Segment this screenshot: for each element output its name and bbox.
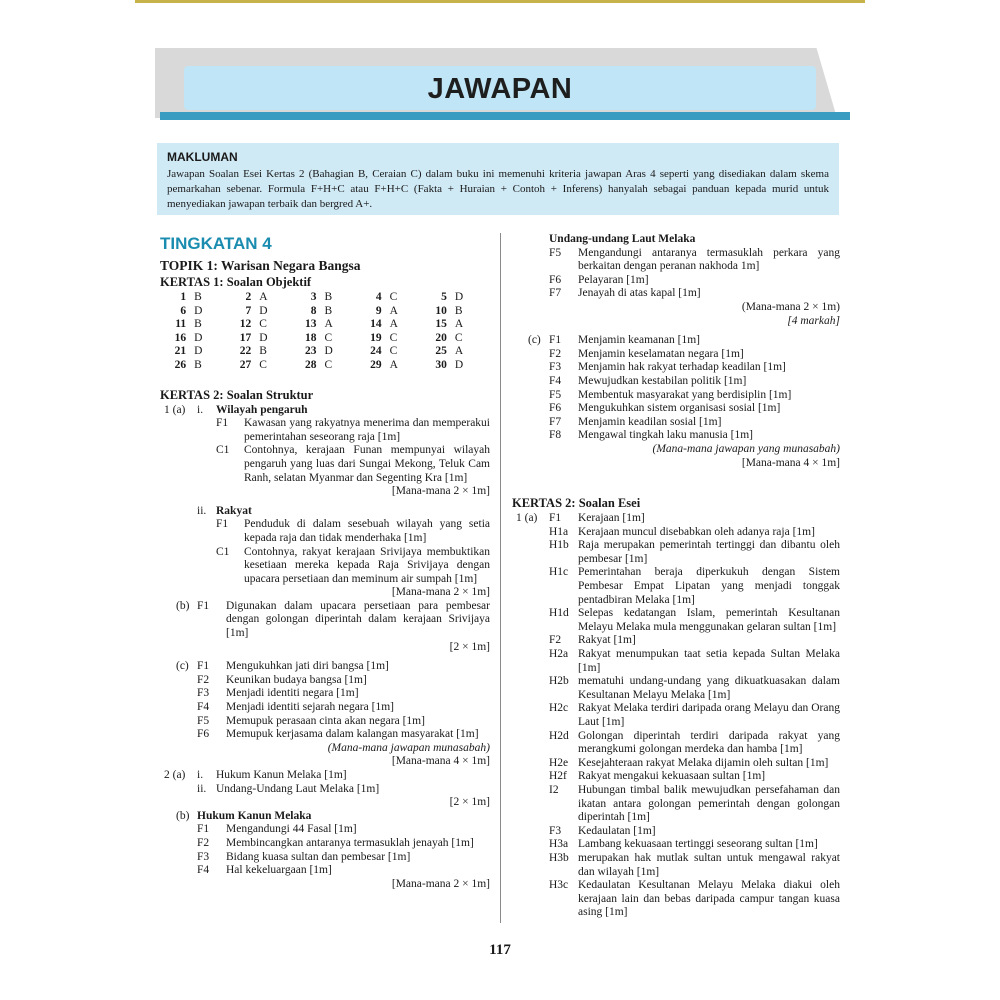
- answer-text: Golongan diperintah terdiri daripada rakyat yang merangkumi golongan merdeka dan hamba [1m]: [578, 729, 840, 756]
- answer-item: [512, 274, 840, 288]
- sub-title: Hukum Kanun Melaka: [197, 809, 312, 822]
- answer-text: Mengandungi 44 Fasal [1m]: [226, 823, 357, 836]
- answer-code: F8: [549, 429, 562, 442]
- answer-code: F4: [197, 701, 210, 714]
- answer-code: H2b: [549, 675, 569, 688]
- question-number: 2: [245, 291, 252, 303]
- answer-letter: B: [194, 291, 202, 303]
- answer-item: [512, 361, 840, 375]
- answer-item: [512, 526, 840, 540]
- q1a-ii-heading: [160, 505, 490, 519]
- sub-label: ii.: [197, 504, 207, 517]
- answer-letter: C: [259, 318, 267, 331]
- answer-letter: D: [194, 304, 203, 317]
- q2b-heading: [160, 810, 490, 824]
- question-number: 16: [174, 331, 187, 344]
- answer-letter: B: [324, 291, 333, 303]
- answer-item: [512, 784, 840, 825]
- answer-code: F2: [197, 836, 210, 849]
- answer-text: Digunakan dalam upacara persetiaan para pembesar dengan golongan diperintah dalam kerajaan Srivijaya [1m]: [226, 599, 490, 640]
- answer-text: Hal kekeluargaan [1m]: [226, 864, 332, 877]
- sub-title: Undang-undang Laut Melaka: [549, 233, 696, 245]
- answer-text: Kerajaan muncul disebabkan oleh adanya raja [1m]: [578, 525, 815, 538]
- answer-item: [512, 879, 840, 920]
- mark-note: [Mana-mana 4 × 1m]: [741, 456, 840, 469]
- answer-item: [512, 348, 840, 362]
- q-number: (c): [176, 660, 189, 673]
- objective-row: [160, 332, 486, 346]
- question-number: 7: [245, 304, 252, 317]
- question-number: 5: [441, 291, 447, 303]
- question-number: 12: [239, 318, 252, 331]
- answer-code: F5: [197, 714, 210, 727]
- question-number: 1: [180, 291, 187, 303]
- answer-text: Menjadi identiti sejarah negara [1m]: [226, 701, 394, 714]
- answer-text: Penduduk di dalam sesebuah wilayah yang setia kepada raja dan tidak menderhaka [1m]: [244, 518, 490, 544]
- answer-text: Membincangkan antaranya termasuklah jenayah [1m]: [226, 836, 474, 849]
- answer-item: [160, 546, 490, 587]
- info-box: [157, 143, 839, 215]
- answer-text: Rakyat menumpukan taat setia kepada Sultan Melaka [1m]: [578, 648, 840, 674]
- top-rule: [135, 0, 865, 3]
- answer-letter: D: [259, 331, 268, 344]
- answer-item: [160, 728, 490, 742]
- answer-code: H3c: [549, 879, 569, 892]
- q-number: (b): [176, 809, 190, 822]
- answer-item: [160, 444, 490, 485]
- answer-code: F5: [549, 388, 562, 401]
- q2a-i: [160, 769, 490, 783]
- question-number: 15: [435, 318, 447, 331]
- answer-text: Menjamin keselamatan negara [1m]: [578, 347, 744, 360]
- answer-text: Menjamin keamanan [1m]: [578, 334, 700, 347]
- answer-code: H2e: [549, 756, 569, 769]
- answer-item: [160, 851, 490, 865]
- paper1-heading: KERTAS 1: Soalan Objektif: [160, 275, 312, 289]
- answer-item: [512, 566, 840, 607]
- answer-letter: B: [324, 304, 333, 317]
- question-number: 27: [239, 358, 252, 371]
- answer-code: F4: [197, 864, 210, 877]
- question-number: 23: [304, 345, 317, 358]
- answer-text: Bidang kuasa sultan dan pembesar [1m]: [226, 850, 411, 863]
- answer-code: F1: [197, 823, 210, 836]
- question-number: 21: [174, 345, 187, 358]
- answer-letter: C: [389, 345, 398, 358]
- question-number: 29: [370, 358, 382, 371]
- answer-item: [512, 416, 840, 430]
- answer-item: [160, 518, 490, 545]
- question-number: 10: [435, 304, 447, 317]
- answer-code: F7: [549, 415, 562, 428]
- answer-text: Mengukuhkan sistem organisasi sosial [1m]: [578, 402, 781, 415]
- answer-item: [512, 247, 840, 274]
- page-title: JAWAPAN: [427, 73, 573, 105]
- answer-code: F1: [216, 417, 229, 430]
- answer-text: merupakan hak mutlak sultan untuk mengawal rakyat dan wilayah [1m]: [578, 851, 840, 878]
- objective-row: [160, 291, 486, 305]
- info-heading: MAKLUMAN: [167, 150, 238, 164]
- answer-letter: A: [389, 304, 398, 317]
- answer-code: H2f: [549, 770, 567, 783]
- answer-code: H1c: [549, 566, 569, 579]
- question-number: 19: [370, 331, 382, 344]
- mark-note: [Mana-mana 2 × 1m]: [391, 586, 490, 599]
- answer-code: H1d: [549, 607, 569, 620]
- sub-title: Rakyat: [216, 504, 252, 517]
- objective-row: [160, 305, 486, 319]
- objective-row: [160, 359, 486, 373]
- answer-text: Menjamin hak rakyat terhadap keadilan [1m]: [578, 361, 786, 374]
- answer-code: F4: [549, 374, 562, 387]
- answer-letter: A: [389, 318, 398, 331]
- answer-text: Hubungan timbal balik mewujudkan persefahaman dan ikatan antara golongan pemerintah dengan golongan diperintah [1m]: [578, 783, 840, 824]
- answer-text: Lambang kekuasaan tertinggi seseorang sultan [1m]: [578, 838, 818, 851]
- answer-letter: D: [194, 331, 203, 344]
- answer-letter: C: [324, 358, 333, 371]
- answer-code: F2: [549, 347, 562, 360]
- answer-text: Memupuk perasaan cinta akan negara [1m]: [226, 714, 425, 727]
- answer-letter: C: [389, 331, 398, 344]
- answer-text: Mengandungi antaranya termasuklah perkara yang berkaitan dengan peranan nakhoda 1m]: [578, 246, 840, 273]
- answer-text: Hukum Kanun Melaka [1m]: [216, 769, 347, 781]
- question-number: 9: [375, 304, 382, 317]
- answer-text: Raja merupakan pemerintah tertinggi dan dibantu oleh pembesar [1m]: [578, 539, 840, 565]
- answer-text: Contohnya, kerajaan Funan mempunyai wilayah pengaruh yang luas dari Sungai Mekong, Teluk Cam Ranh, selatan Myanmar dan Segenting Kra [1m]: [244, 444, 490, 484]
- answer-code: F6: [197, 728, 210, 741]
- q1a-i-heading: [160, 404, 490, 418]
- answer-text: Selepas kedatangan Islam, pemerintah Kesultanan Melayu Melaka mula menggunakan gelaran sultan [1m]: [578, 607, 840, 633]
- sub-label: i.: [197, 769, 204, 781]
- mark-note: [Mana-mana 4 × 1m]: [391, 755, 490, 768]
- sub-label: ii.: [197, 782, 207, 795]
- answer-item: [160, 600, 490, 641]
- answer-text: Menjadi identiti negara [1m]: [226, 687, 359, 700]
- paper2-structure-heading: KERTAS 2: Soalan Struktur: [160, 387, 314, 402]
- answer-code: H3b: [549, 851, 569, 864]
- mark-note: [Mana-mana 2 × 1m]: [391, 485, 490, 498]
- answer-letter: D: [194, 345, 203, 358]
- question-number: 6: [180, 304, 187, 317]
- answer-text: Pemerintahan beraja diperkukuh dengan Sistem Pembesar Empat Lipatan yang menjadi tonggak pentadbiran Melaka [1m]: [578, 566, 840, 606]
- answer-item: [160, 701, 490, 715]
- answer-letter: D: [259, 304, 268, 317]
- answer-text: Kedaulatan Kesultanan Melayu Melaka diakui oleh kerajaan lain dan bebas daripada campur tangan kuasa asing [1m]: [578, 879, 840, 919]
- answer-text: mematuhi undang-undang yang dikuatkuasakan dalam Kesultanan Melayu Melaka [1m]: [578, 675, 840, 701]
- answer-letter: A: [324, 318, 333, 331]
- paper2-essay-heading: KERTAS 2: Soalan Esei: [512, 496, 641, 511]
- answer-item: [512, 334, 840, 348]
- answer-item: [512, 852, 840, 879]
- answer-text: Mengawal tingkah laku manusia [1m]: [578, 429, 754, 442]
- question-number: 3: [310, 291, 317, 303]
- answer-text: Kedaulatan [1m]: [578, 824, 656, 837]
- answer-letter: A: [454, 318, 464, 331]
- answer-item: [160, 864, 490, 878]
- answer-code: H3a: [549, 838, 569, 851]
- page-number: 117: [489, 942, 511, 958]
- answer-text: Contohnya, rakyat kerajaan Srivijaya membuktikan kesetiaan mereka kepada Raja Srivijaya dengan upacara persetiaan dan meminum air sumpah [1m]: [244, 545, 490, 585]
- answer-letter: C: [259, 358, 267, 371]
- note-text: (Mana-mana jawapan munasabah): [327, 741, 490, 754]
- essay-list: [512, 512, 840, 920]
- info-text: Jawapan Soalan Esei Kertas 2 (Bahagian B, Ceraian C) dalam buku ini memenuhi kriteria jawapan Aras 4 seperti yang disediakan dalam skema pemarkahan sebenar. Formula F+H+C atau F+H+C (Fakta + Huraian + Contoh + Inferens) hanyalah sebagai panduan kepada murid untuk menyediakan jawapan terbaik dan bergred A+.: [167, 168, 829, 210]
- objective-answers-table: [160, 291, 486, 373]
- answer-item: [512, 634, 840, 648]
- right-column: [512, 233, 840, 920]
- answer-letter: A: [259, 291, 268, 303]
- total-mark: [4 markah]: [787, 314, 840, 327]
- question-number: 20: [435, 331, 447, 344]
- question-number: 30: [435, 358, 447, 371]
- question-number: 22: [239, 345, 252, 358]
- answer-text: Menjamin keadilan sosial [1m]: [578, 415, 722, 428]
- q-number: (c): [528, 334, 541, 347]
- answer-item: [512, 838, 840, 852]
- question-number: 25: [435, 345, 447, 358]
- answer-text: Pelayaran [1m]: [578, 273, 649, 286]
- question-number: 13: [304, 318, 317, 331]
- answer-code: F1: [216, 518, 229, 531]
- answer-text: Memupuk kerjasama dalam kalangan masyarakat [1m]: [226, 728, 479, 741]
- answer-code: C1: [216, 444, 230, 457]
- sub-title: Wilayah pengaruh: [216, 403, 308, 416]
- q-number: 2 (a): [164, 769, 186, 781]
- answer-code: H2a: [549, 648, 569, 661]
- answer-item: [512, 825, 840, 839]
- question-number: 17: [239, 331, 252, 344]
- answer-text: Undang-Undang Laut Melaka [1m]: [216, 782, 380, 795]
- objective-row: [160, 318, 486, 332]
- answer-letter: C: [454, 331, 463, 344]
- answer-letter: C: [389, 291, 398, 303]
- answer-text: Jenayah di atas kapal [1m]: [578, 287, 701, 300]
- left-column: [160, 233, 490, 891]
- answer-item: [160, 823, 490, 837]
- answer-letter: B: [454, 304, 463, 317]
- objective-row: [160, 345, 486, 359]
- answer-item: [160, 674, 490, 688]
- column-divider: [500, 233, 501, 923]
- answer-text: Kerajaan [1m]: [578, 512, 645, 525]
- answer-item: [512, 730, 840, 757]
- answer-letter: A: [454, 345, 464, 358]
- answer-item: [512, 675, 840, 702]
- answer-item: [512, 375, 840, 389]
- answer-text: Rakyat [1m]: [578, 634, 636, 647]
- question-number: 11: [175, 318, 187, 331]
- answer-code: F7: [549, 287, 562, 300]
- answer-item: [512, 607, 840, 634]
- banner-underline: [160, 112, 850, 120]
- answer-text: Mengukuhkan jati diri bangsa [1m]: [226, 660, 389, 673]
- answer-text: Rakyat mengakui kekuasaan sultan [1m]: [578, 770, 766, 783]
- answer-text: Membentuk masyarakat yang berdisiplin [1m]: [578, 388, 792, 401]
- answer-item: [160, 715, 490, 729]
- question-number: 24: [370, 345, 382, 358]
- answer-item: [512, 757, 840, 771]
- answer-text: Rakyat Melaka terdiri daripada orang Melayu dan Orang Laut [1m]: [578, 702, 840, 728]
- answer-letter: B: [259, 345, 267, 358]
- answer-text: Mewujudkan kestabilan politik [1m]: [578, 374, 747, 387]
- answer-code: F1: [549, 512, 562, 525]
- answer-code: F3: [197, 850, 210, 863]
- answer-code: F2: [549, 634, 562, 647]
- question-number: 14: [370, 318, 382, 331]
- answer-item: [512, 429, 840, 443]
- answer-letter: D: [454, 358, 464, 371]
- answer-text: Kesejahteraan rakyat Melaka dijamin oleh sultan [1m]: [578, 756, 829, 769]
- q-number: 1 (a): [164, 403, 186, 416]
- answer-code: F1: [197, 660, 210, 673]
- answer-code: F6: [549, 273, 562, 286]
- answer-code: F3: [197, 687, 210, 700]
- answer-code: H1a: [549, 525, 569, 538]
- answer-item: [512, 539, 840, 566]
- answer-code: F2: [197, 673, 210, 686]
- q1c-list: [160, 660, 490, 742]
- answer-code: C1: [216, 545, 230, 558]
- question-number: 28: [304, 358, 317, 371]
- answer-code: F3: [549, 824, 562, 837]
- answer-code: I2: [549, 783, 559, 796]
- answer-code: F6: [549, 402, 562, 415]
- mark-note: [Mana-mana 2 × 1m]: [391, 877, 490, 890]
- answer-code: H2c: [549, 702, 569, 715]
- question-number: 4: [375, 291, 382, 303]
- answer-item: [160, 687, 490, 701]
- q2b-list: [160, 823, 490, 877]
- question-number: 26: [174, 358, 187, 371]
- answer-text: Kawasan yang rakyatnya menerima dan memperakui pemerintahan seseorang raja [1m]: [244, 417, 490, 443]
- answer-code: H2d: [549, 729, 569, 742]
- q-number: 1 (a): [516, 512, 538, 525]
- answer-item: [512, 512, 840, 526]
- mark-note: (Mana-mana 2 × 1m): [741, 300, 840, 313]
- q-number: (b): [176, 599, 190, 612]
- answer-item: [512, 402, 840, 416]
- mark-note: [2 × 1m]: [449, 796, 490, 809]
- answer-letter: D: [454, 291, 464, 303]
- question-number: 18: [304, 331, 317, 344]
- sub-label: i.: [197, 403, 204, 416]
- answer-letter: D: [324, 345, 333, 358]
- answer-letter: B: [194, 318, 202, 331]
- answer-text: Keunikan budaya bangsa [1m]: [226, 673, 367, 686]
- answer-code: H1b: [549, 539, 569, 552]
- q2a-ii: [160, 783, 490, 797]
- q2c-list: [512, 334, 840, 443]
- answer-item: [160, 417, 490, 444]
- answer-code: F1: [197, 599, 210, 612]
- answer-code: F1: [549, 334, 562, 347]
- answer-letter: B: [194, 358, 202, 371]
- question-number: 8: [310, 304, 317, 317]
- answer-code: F3: [549, 361, 562, 374]
- ull-list: [512, 247, 840, 301]
- answer-letter: A: [389, 358, 398, 371]
- answer-item: [512, 287, 840, 301]
- answer-item: [160, 660, 490, 674]
- mark-note: [2 × 1m]: [449, 640, 490, 653]
- answer-item: [512, 702, 840, 729]
- note-text: (Mana-mana jawapan yang munasabah): [652, 442, 840, 455]
- answer-code: F5: [549, 246, 562, 259]
- answer-letter: C: [324, 331, 333, 344]
- topic-heading: TOPIK 1: Warisan Negara Bangsa: [160, 258, 361, 273]
- section-heading: TINGKATAN 4: [160, 234, 272, 253]
- answer-item: [512, 648, 840, 675]
- answer-item: [512, 770, 840, 784]
- answer-item: [512, 389, 840, 403]
- answer-item: [160, 837, 490, 851]
